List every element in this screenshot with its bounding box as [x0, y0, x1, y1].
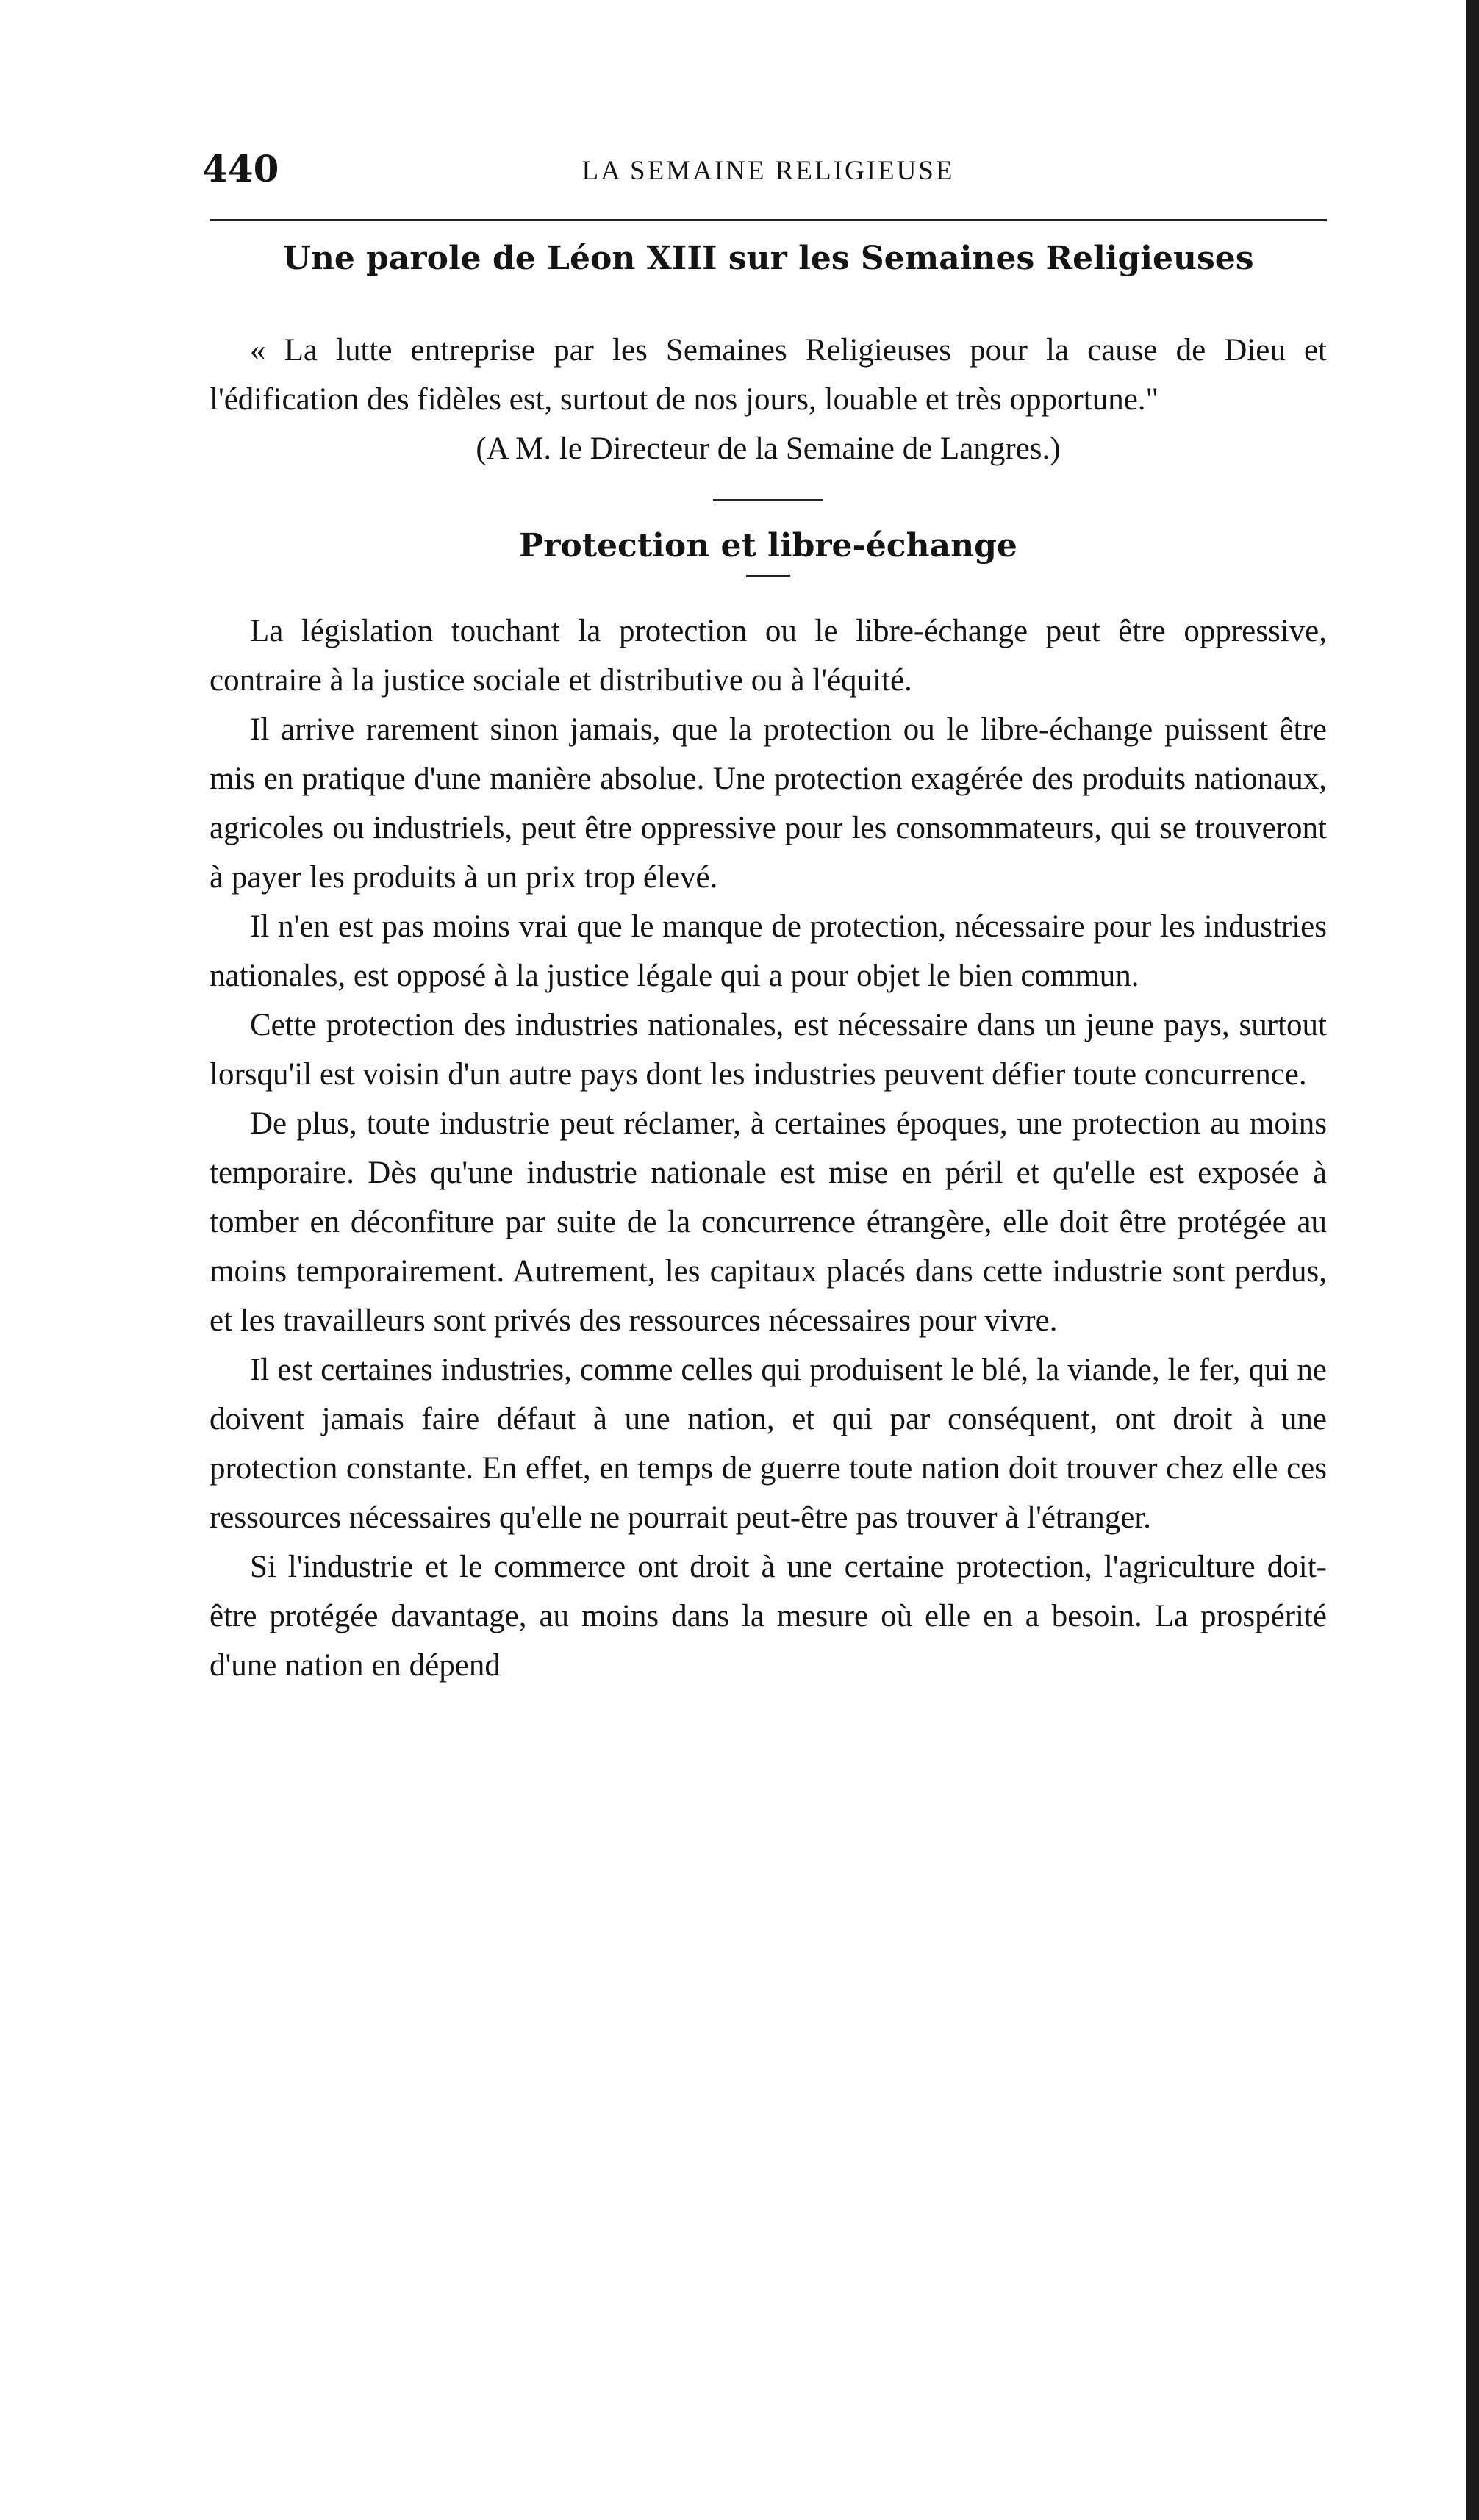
pope-quote: « La lutte entreprise par les Semaines Religieuses pour la cause de Dieu et l'édification des fidèles est, surtout de nos jours, louable et très opportune."	[210, 333, 1327, 417]
paragraph: Il arrive rarement sinon jamais, que la protection ou le libre-échange puissent être mis en pratique d'une manière absolue. Une protection exagérée des produits nationaux, agricoles ou industriels, peut être oppressive pour les consommateurs, qui se trouveront à payer les produits à un prix trop élevé.	[210, 712, 1327, 895]
paragraph: Il est certaines industries, comme celles qui produisent le blé, la viande, le fer, qui ne doivent jamais faire défaut à une nation, et qui par conséquent, ont droit à une protection constante. En effet, en temps de guerre toute nation doit trouver chez elle ces ressources nécessaires qu'elle ne pourrait peut-être pas trouver à l'étranger.	[210, 1353, 1327, 1535]
page-number: 440	[202, 147, 279, 190]
header-rule	[210, 219, 1327, 221]
section-divider	[713, 499, 823, 501]
scan-edge-band	[1466, 0, 1479, 2520]
paragraph: Il n'en est pas moins vrai que le manque de protection, nécessaire pour les industries nationales, est opposé à la justice légale qui a pour objet le bien commun.	[210, 909, 1327, 993]
journal-title: LA SEMAINE RELIGIEUSE	[581, 156, 955, 186]
document-page	[202, 147, 1327, 1690]
paragraph: De plus, toute industrie peut réclamer, à certaines époques, une protection au moins temporaire. Dès qu'une industrie nationale est mise en péril et qu'elle est exposée à tomber en déconfiture par suite de la concurrence étrangère, elle doit être protégée au moins temporairement. Autrement, les capitaux placés dans cette industrie sont perdus, et les travailleurs sont privés des ressources nécessaires pour vivre.	[210, 1106, 1327, 1338]
paragraph: La législation touchant la protection ou le libre-échange peut être oppressive, contraire à la justice sociale et distributive ou à l'équité.	[210, 614, 1327, 698]
quote-attribution: (A M. le Directeur de la Semaine de Langres.)	[476, 432, 1061, 466]
paragraph: Cette protection des industries nationales, est nécessaire dans un jeune pays, surtout lorsqu'il est voisin d'un autre pays dont les industries peuvent défier toute concurrence.	[210, 1008, 1327, 1092]
paragraph: Si l'industrie et le commerce ont droit à une certaine protection, l'agriculture doit-être protégée davantage, au moins dans la mesure où elle en a besoin. La prospérité d'une nation en dépend	[210, 1550, 1327, 1683]
title-underline	[746, 575, 790, 577]
article-body	[210, 606, 1327, 1690]
quote-block	[210, 326, 1327, 473]
article-title: Une parole de Léon XIII sur les Semaines Religieuses	[282, 240, 1254, 277]
running-head	[202, 147, 1327, 198]
section-title: Protection et libre-échange	[519, 527, 1017, 565]
